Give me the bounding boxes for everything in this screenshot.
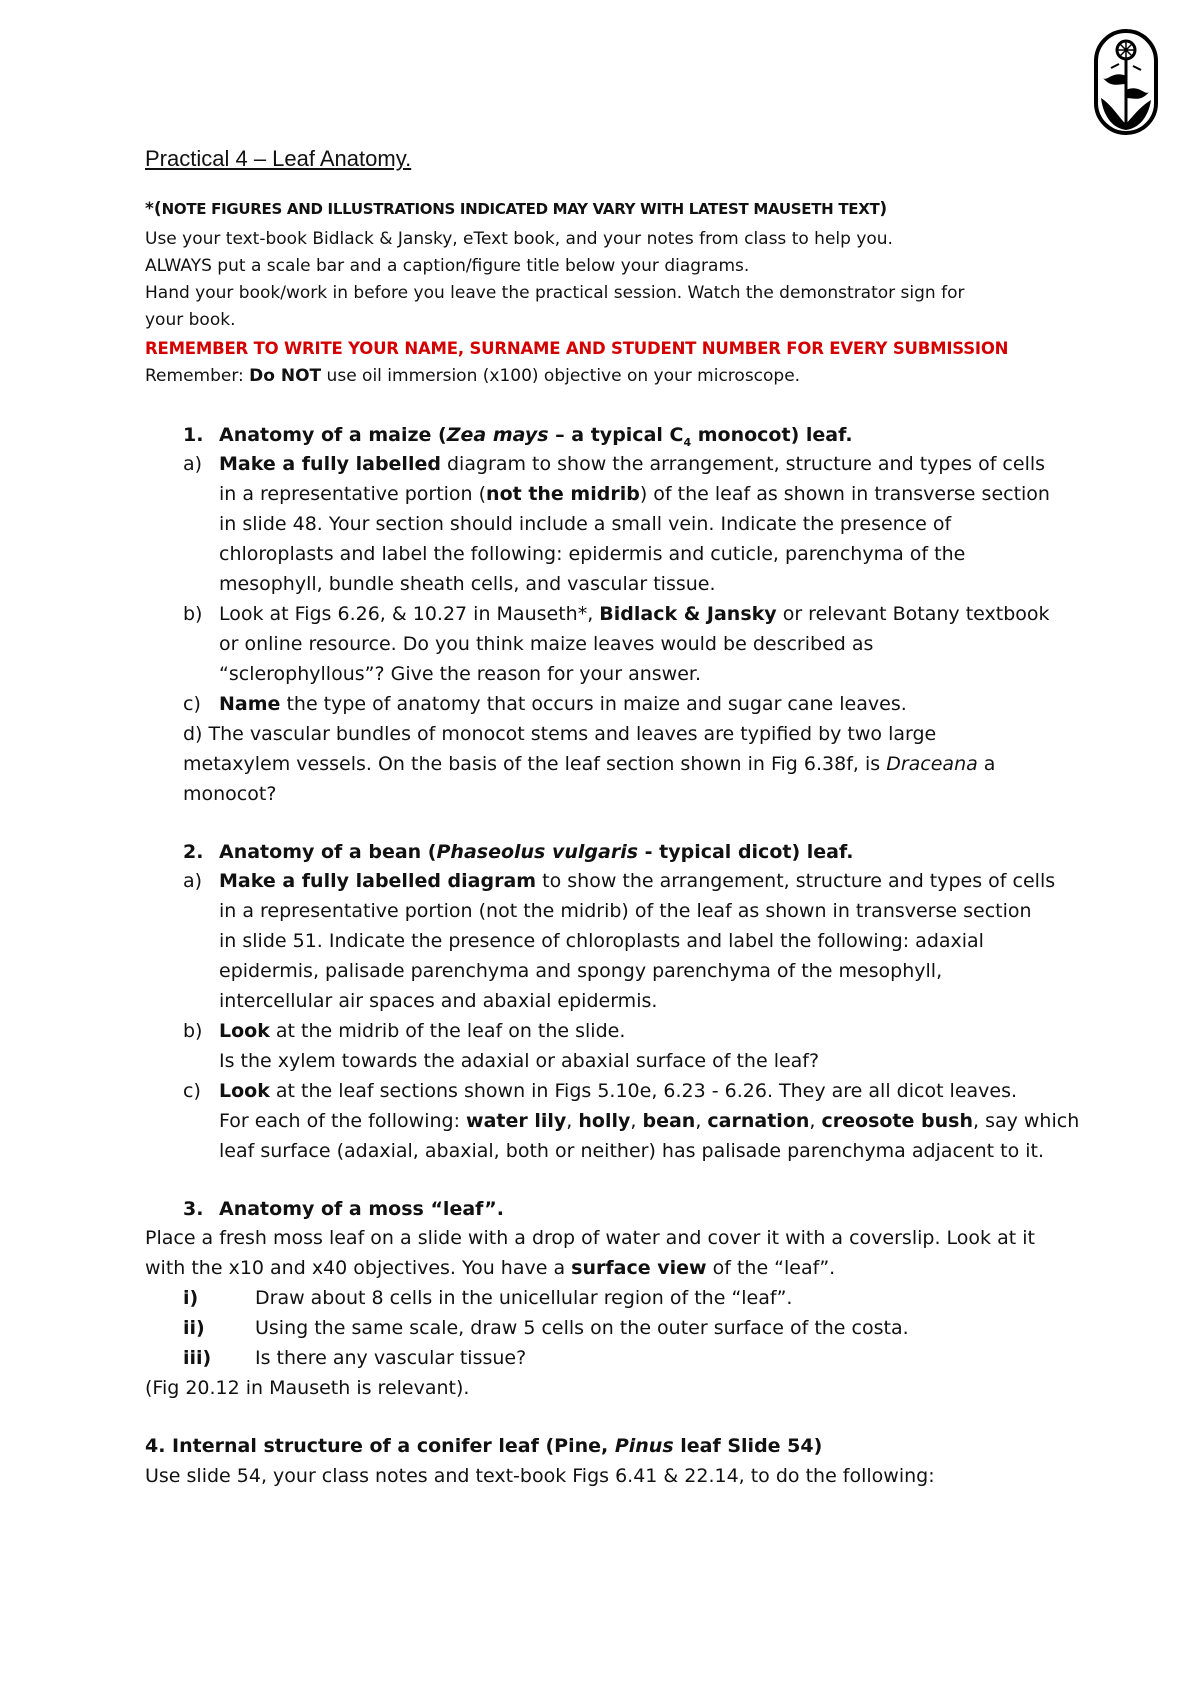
- s2-c1-rest: at the leaf sections shown in Figs 5.10e, 6.23 - 6.26. They are all dicot leaves.: [269, 1080, 1018, 1102]
- s2-b1-bold: Look: [219, 1020, 270, 1042]
- s1-a-line-3: in slide 48. Your section should include a small vein. Indicate the presence of: [219, 513, 952, 535]
- s3-iii-label: iii): [183, 1347, 212, 1369]
- intro-line-2: ALWAYS put a scale bar and a caption/figure title below your diagrams.: [145, 256, 750, 276]
- s3-number: 3.: [183, 1198, 204, 1220]
- s2-c2-holly: holly: [578, 1110, 631, 1132]
- s1-a1-bold: Make a fully labelled: [219, 453, 441, 475]
- page-title: Practical 4 – Leaf Anatomy.: [145, 146, 412, 171]
- intro-line-1: Use your text-book Bidlack & Jansky, eText book, and your notes from class to help you.: [145, 229, 893, 249]
- s3-ii-label: ii): [183, 1317, 205, 1339]
- s3-i-label: i): [183, 1287, 199, 1309]
- s1-a1-rest: diagram to show the arrangement, structure and types of cells: [440, 453, 1046, 475]
- s1-a-label: a): [183, 453, 203, 475]
- s2-a-line-3: in slide 51. Indicate the presence of chloroplasts and label the following: adaxial: [219, 930, 984, 952]
- s2-heading-species: Phaseolus vulgaris: [436, 841, 639, 863]
- seal-icon: [1093, 28, 1159, 136]
- s2-c2-sep-4: ,: [809, 1110, 822, 1132]
- s1-d-line-1: d) The vascular bundles of monocot stems and leaves are typified by two large: [183, 723, 937, 745]
- s2-number: 2.: [183, 841, 204, 863]
- s2-c-line-3: leaf surface (adaxial, abaxial, both or neither) has palisade parenchyma adjacent to it.: [219, 1140, 1045, 1162]
- s1-b1-post: or relevant Botany textbook: [776, 603, 1050, 625]
- s1-d-line-3: monocot?: [183, 783, 277, 805]
- s1-d2-post: a: [977, 753, 996, 775]
- note-text: NOTE FIGURES AND ILLUSTRATIONS INDICATED MAY VARY WITH LATEST MAUSETH TEXT: [161, 200, 880, 218]
- note-line: [145, 196, 887, 223]
- s2-a1-bold: Make a fully labelled diagram: [219, 870, 537, 892]
- remember-rest: use oil immersion (x100) objective on your microscope.: [321, 366, 801, 386]
- s3-i-text: Draw about 8 cells in the unicellular region of the “leaf”.: [255, 1287, 793, 1309]
- s2-a-line-5: intercellular air spaces and abaxial epidermis.: [219, 990, 658, 1012]
- s1-d2-pre: metaxylem vessels. On the basis of the leaf section shown in Fig 6.38f, is: [183, 753, 887, 775]
- s1-number: 1.: [183, 424, 204, 446]
- s4-heading-a: 4. Internal structure of a conifer leaf (Pine,: [145, 1435, 615, 1457]
- s3-p2-pre: with the x10 and x40 objectives. You have a: [145, 1257, 572, 1279]
- note-star: *(: [145, 199, 162, 219]
- s3-iii-text: Is there any vascular tissue?: [255, 1347, 527, 1369]
- s2-a1-rest: to show the arrangement, structure and types of cells: [536, 870, 1056, 892]
- s1-c-line: [219, 689, 907, 719]
- s1-heading-c: monocot) leaf.: [691, 424, 853, 446]
- s1-d2-species: Draceana: [886, 753, 978, 775]
- s2-heading-b: - typical dicot) leaf.: [638, 841, 854, 863]
- s1-a-line-1: [219, 449, 1045, 479]
- s3-p2-post: of the “leaf”.: [706, 1257, 836, 1279]
- s1-a-line-2: [219, 479, 1050, 509]
- s4-heading-species: Pinus: [614, 1435, 674, 1457]
- s1-heading-a: Anatomy of a maize (: [219, 424, 447, 446]
- s3-para-line-2: [145, 1253, 835, 1283]
- s2-heading-a: Anatomy of a bean (: [219, 841, 437, 863]
- s1-b-label: b): [183, 603, 203, 625]
- s2-c-label: c): [183, 1080, 201, 1102]
- intro-line-3b: your book.: [145, 310, 236, 330]
- s1-heading-b: – a typical C: [548, 424, 684, 446]
- s2-b-label: b): [183, 1020, 203, 1042]
- remember-line: [145, 363, 800, 390]
- s1-a2-post: ) of the leaf as shown in transverse section: [639, 483, 1050, 505]
- s3-para-line-1: Place a fresh moss leaf on a slide with a drop of water and cover it with a coverslip. Look at it: [145, 1227, 1035, 1249]
- s2-a-line-2: in a representative portion (not the midrib) of the leaf as shown in transverse section: [219, 900, 1032, 922]
- s3-p2-bold: surface view: [571, 1257, 707, 1279]
- s1-b1-pre: Look at Figs 6.26, & 10.27 in Mauseth*,: [219, 603, 600, 625]
- s4-para-line-1: Use slide 54, your class notes and text-book Figs 6.41 & 22.14, to do the following:: [145, 1465, 935, 1487]
- s2-c2-post: , say which: [972, 1110, 1080, 1132]
- s1-c-bold: Name: [219, 693, 281, 715]
- s2-a-label: a): [183, 870, 203, 892]
- s2-a-line-1: [219, 866, 1055, 896]
- s2-b-line-1: [219, 1016, 625, 1046]
- remember-warning: REMEMBER TO WRITE YOUR NAME, SURNAME AND STUDENT NUMBER FOR EVERY SUBMISSION: [145, 339, 1009, 358]
- intro-line-3a: Hand your book/work in before you leave the practical session. Watch the demonstrator sign for: [145, 283, 965, 303]
- s1-a2-bold: not the midrib: [486, 483, 640, 505]
- remember-prefix: Remember:: [145, 366, 250, 386]
- s1-c-rest: the type of anatomy that occurs in maize and sugar cane leaves.: [280, 693, 907, 715]
- s1-a-line-5: mesophyll, bundle sheath cells, and vascular tissue.: [219, 573, 716, 595]
- s3-heading: Anatomy of a moss “leaf”.: [219, 1198, 504, 1220]
- s2-a-line-4: epidermis, palisade parenchyma and spongy parenchyma of the mesophyll,: [219, 960, 943, 982]
- s2-b-line-2: Is the xylem towards the adaxial or abaxial surface of the leaf?: [219, 1050, 820, 1072]
- remember-bold: Do NOT: [249, 366, 322, 386]
- s2-b1-rest: at the midrib of the leaf on the slide.: [269, 1020, 626, 1042]
- s1-c-label: c): [183, 693, 201, 715]
- university-seal: [1093, 28, 1159, 136]
- s1-a-line-4: chloroplasts and label the following: epidermis and cuticle, parenchyma of the: [219, 543, 966, 565]
- s2-c-line-2: [219, 1106, 1079, 1136]
- s1-b-line-2: or online resource. Do you think maize leaves would be described as: [219, 633, 874, 655]
- s2-c2-creosote-bush: creosote bush: [821, 1110, 973, 1132]
- s1-b-line-1: [219, 599, 1050, 629]
- s1-b1-bold: Bidlack & Jansky: [599, 603, 777, 625]
- s1-heading-sub: 4: [683, 435, 692, 449]
- s2-c1-bold: Look: [219, 1080, 270, 1102]
- s4-heading-b: leaf Slide 54): [673, 1435, 823, 1457]
- s1-heading-species: Zea mays: [446, 424, 549, 446]
- s2-c2-pre: For each of the following:: [219, 1110, 467, 1132]
- s2-c2-sep-3: ,: [695, 1110, 708, 1132]
- s3-ii-text: Using the same scale, draw 5 cells on the outer surface of the costa.: [255, 1317, 909, 1339]
- s3-fig-note: (Fig 20.12 in Mauseth is relevant).: [145, 1377, 470, 1399]
- s2-c2-water-lily: water lily: [466, 1110, 567, 1132]
- s2-c2-sep-1: ,: [566, 1110, 579, 1132]
- s2-c2-sep-2: ,: [630, 1110, 643, 1132]
- s1-d-line-2: [183, 749, 995, 779]
- s2-c2-carnation: carnation: [707, 1110, 810, 1132]
- s2-c-line-1: [219, 1076, 1017, 1106]
- s4-heading: [145, 1431, 822, 1461]
- s2-heading: [219, 837, 853, 867]
- note-close: ): [879, 199, 888, 219]
- s1-b-line-3: “sclerophyllous”? Give the reason for your answer.: [219, 663, 701, 685]
- s2-c2-bean: bean: [642, 1110, 696, 1132]
- s1-a2-pre: in a representative portion (: [219, 483, 487, 505]
